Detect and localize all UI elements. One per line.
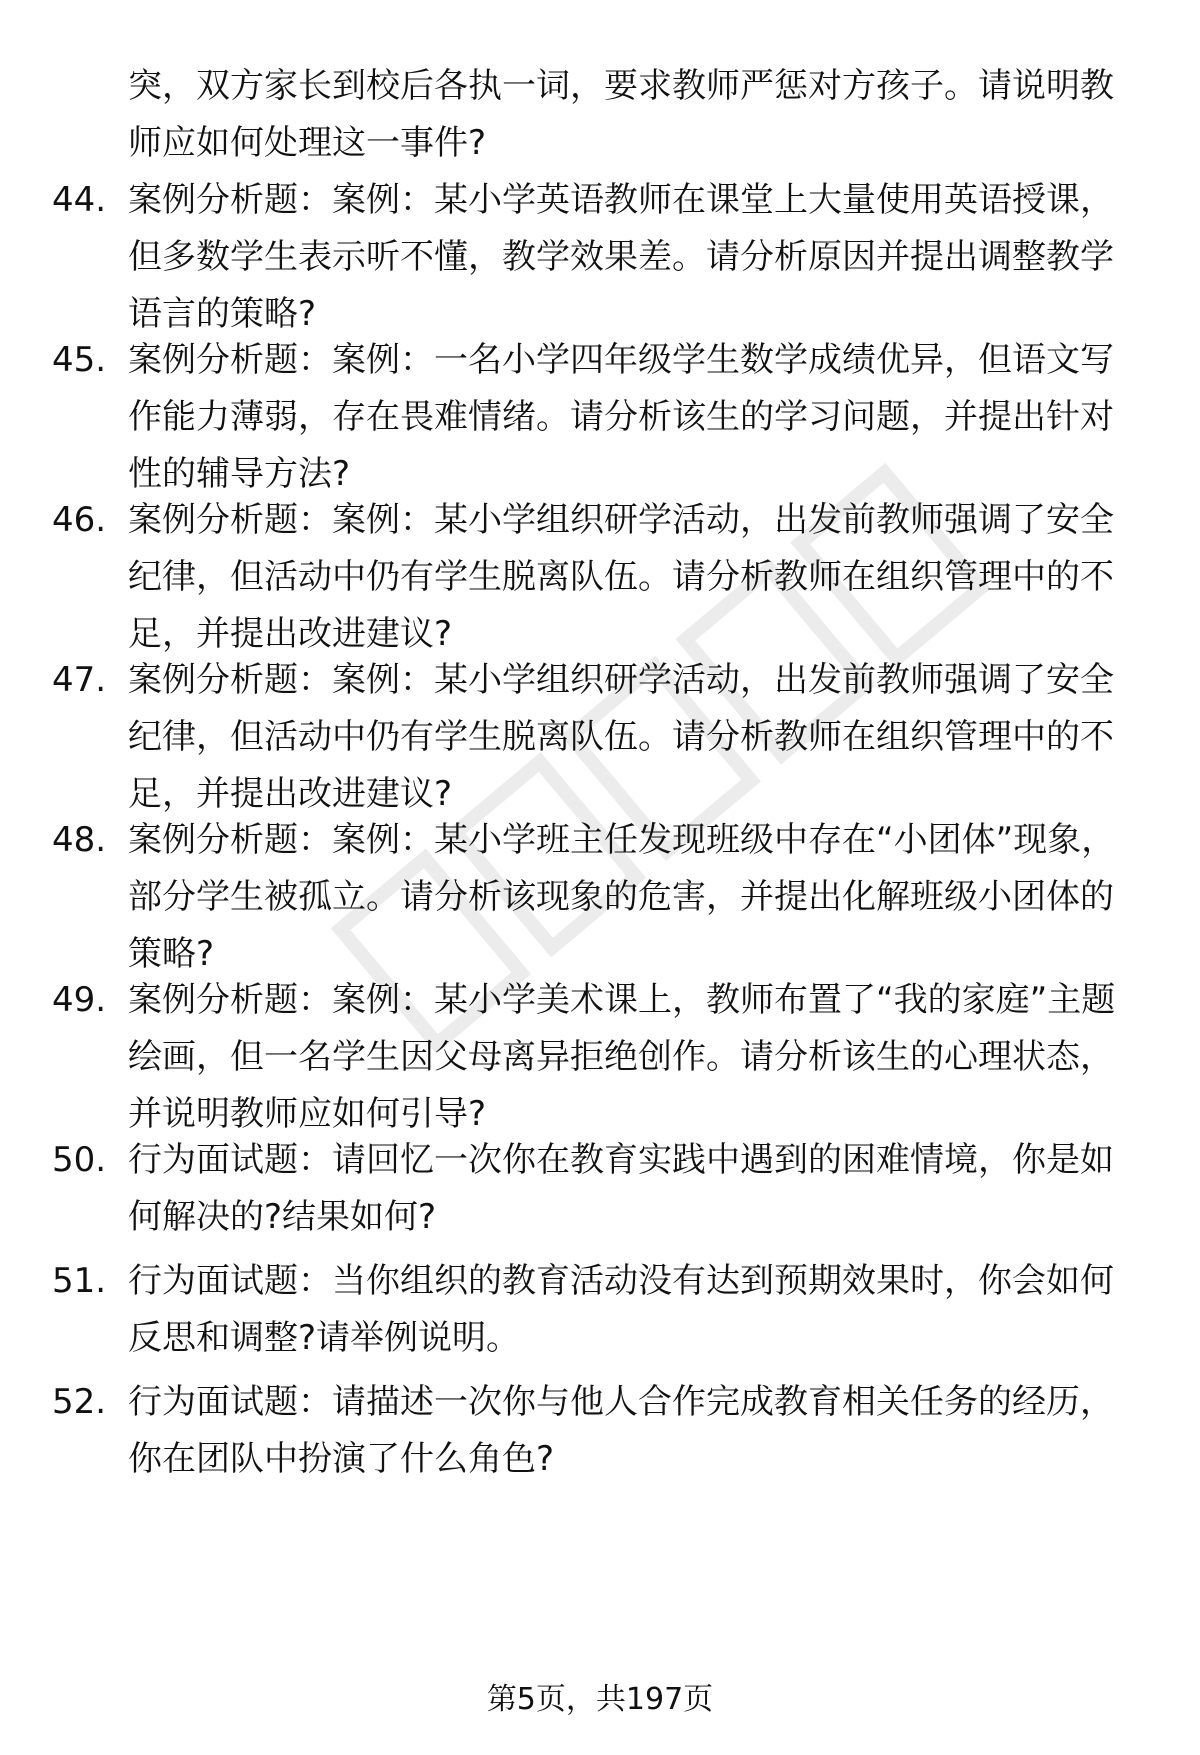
question-text: 行为面试题：请回忆一次你在教育实践中遇到的困难情境，你是如何解决的?结果如何? — [128, 1140, 1114, 1237]
question-item — [0, 652, 1200, 832]
question-item — [0, 812, 1200, 992]
question-number: 50. — [52, 1140, 107, 1180]
question-text: 行为面试题：请描述一次你与他人合作完成教育相关任务的经历，你在团队中扮演了什么角色? — [128, 1382, 1114, 1479]
question-number: 48. — [52, 820, 107, 860]
question-item — [0, 492, 1200, 672]
page-footer: 第5页，共197页 — [486, 1682, 714, 1717]
question-text: 案例分析题：案例：某小学英语教师在课堂上大量使用英语授课，但多数学生表示听不懂，教学效果差。请分析原因并提出调整教学语言的策略? — [128, 180, 1114, 334]
question-number: 47. — [52, 660, 107, 700]
question-text: 案例分析题：案例：一名小学四年级学生数学成绩优异，但语文写作能力薄弱，存在畏难情绪。请分析该生的学习问题，并提出针对性的辅导方法? — [128, 340, 1114, 494]
continuation-text: 突，双方家长到校后各执一词，要求教师严惩对方孩子。请说明教师应如何处理这一事件? — [128, 66, 1114, 163]
question-number: 49. — [52, 980, 107, 1020]
question-text: 案例分析题：案例：某小学美术课上，教师布置了“我的家庭”主题绘画，但一名学生因父母离异拒绝创作。请分析该生的心理状态，并说明教师应如何引导? — [128, 980, 1116, 1134]
question-text: 行为面试题：当你组织的教育活动没有达到预期效果时，你会如何反思和调整?请举例说明。 — [128, 1261, 1114, 1358]
question-number: 51. — [52, 1261, 107, 1301]
question-number: 44. — [52, 180, 107, 220]
question-text: 案例分析题：案例：某小学组织研学活动，出发前教师强调了安全纪律，但活动中仍有学生脱离队伍。请分析教师在组织管理中的不足，并提出改进建议? — [128, 500, 1114, 654]
question-item — [0, 1374, 1200, 1554]
question-item — [0, 172, 1200, 352]
question-number: 45. — [52, 340, 107, 380]
question-number: 52. — [52, 1382, 107, 1422]
question-item — [0, 972, 1200, 1152]
question-item — [0, 332, 1200, 512]
question-number: 46. — [52, 500, 107, 540]
question-text: 案例分析题：案例：某小学班主任发现班级中存在“小团体”现象，部分学生被孤立。请分析该现象的危害，并提出化解班级小团体的策略? — [128, 820, 1116, 974]
question-text: 案例分析题：案例：某小学组织研学活动，出发前教师强调了安全纪律，但活动中仍有学生脱离队伍。请分析教师在组织管理中的不足，并提出改进建议? — [128, 660, 1114, 814]
